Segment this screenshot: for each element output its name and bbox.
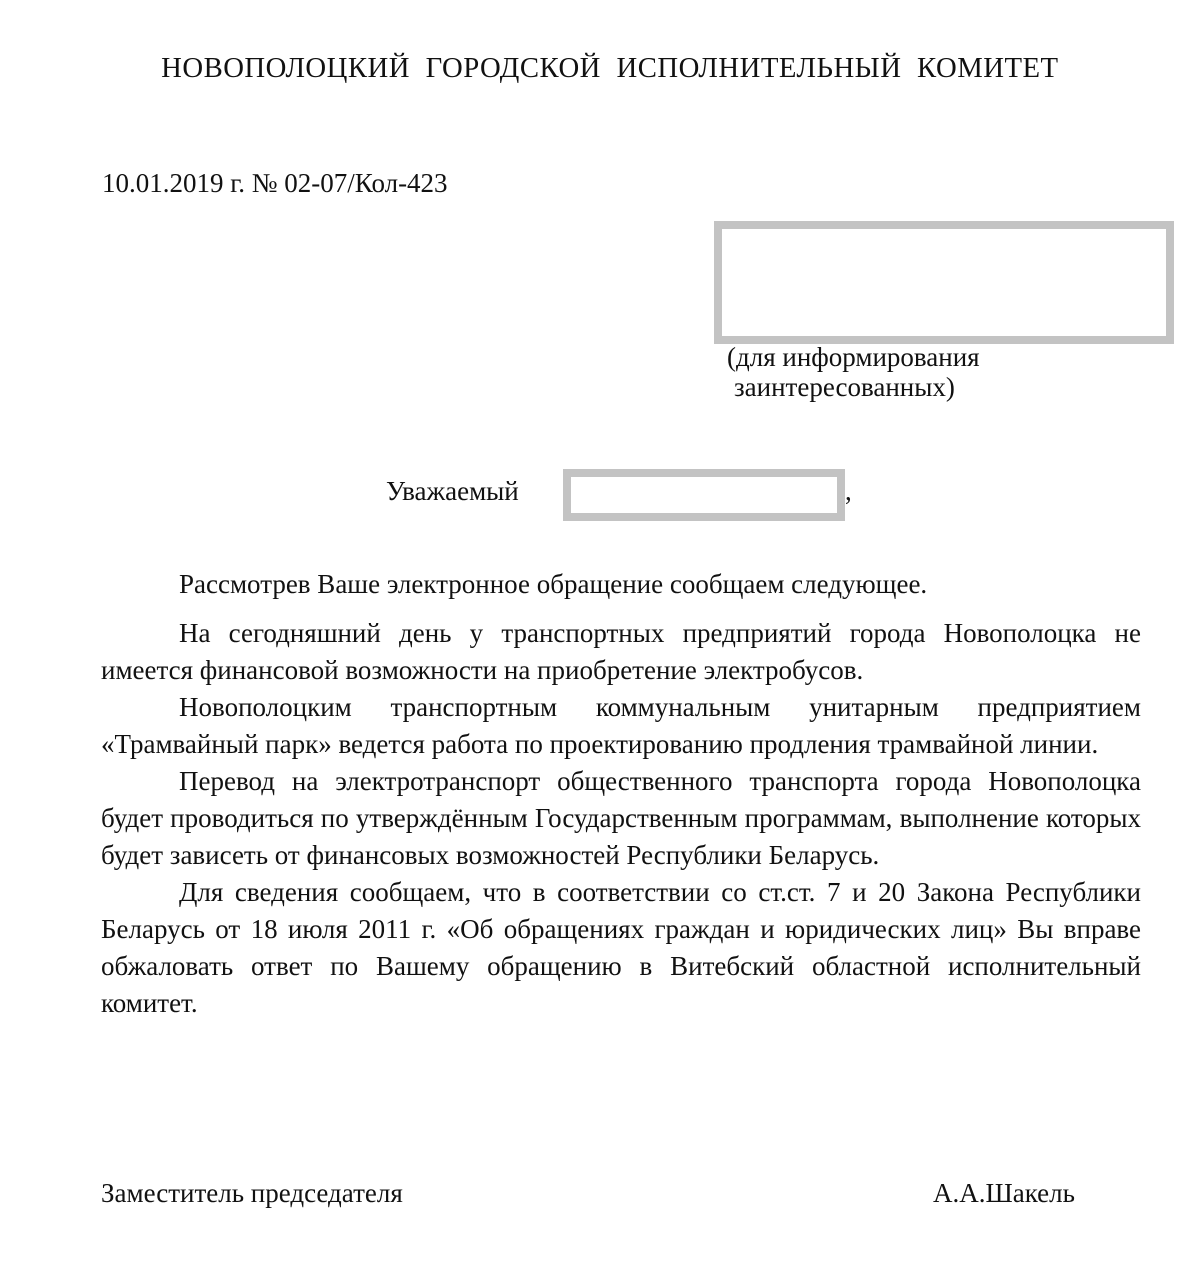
signatory-title: Заместитель председателя (101, 1178, 403, 1208)
salutation-comma: , (845, 476, 852, 506)
paragraph-5: Для сведения сообщаем, что в соответствии со ст.ст. 7 и 20 Закона Республики Беларусь от 18 июля 2011 г. «Об обращениях граждан и юридических лиц» Вы вправе обжаловать ответ по Вашему обращению в Витебский областной исполнительный комитет. (101, 877, 1141, 1018)
organization-header: НОВОПОЛОЦКИЙ ГОРОДСКОЙ ИСПОЛНИТЕЛЬНЫЙ КОМИТЕТ (161, 52, 1059, 84)
salutation: Уважаемый (386, 476, 519, 506)
paragraph-3: Новополоцким транспортным коммунальным унитарным предприятием «Трамвайный парк» ведется работа по проектированию продления трамвайной линии. (101, 692, 1141, 759)
signatory-name: А.А.Шакель (933, 1178, 1075, 1208)
recipient-note-line2: заинтересованных) (734, 372, 955, 402)
redacted-recipient-name (563, 469, 845, 521)
redacted-recipient-address (714, 221, 1174, 344)
recipient-note-line1: (для информирования (727, 342, 980, 372)
recipient-note (727, 342, 980, 402)
paragraph-2: На сегодняшний день у транспортных предприятий города Новополоцка не имеется финансовой возможности на приобретение электробусов. (101, 618, 1141, 685)
letter-body (101, 566, 1141, 1022)
paragraph-1: Рассмотрев Ваше электронное обращение сообщаем следующее. (179, 569, 928, 599)
paragraph-4: Перевод на электротранспорт общественного транспорта города Новополоцка будет проводиться по утверждённым Государственным программам, выполнение которых будет зависеть от финансовых возможностей Республики Беларусь. (101, 766, 1141, 870)
document-reference: 10.01.2019 г. № 02-07/Кол-423 (102, 168, 448, 198)
